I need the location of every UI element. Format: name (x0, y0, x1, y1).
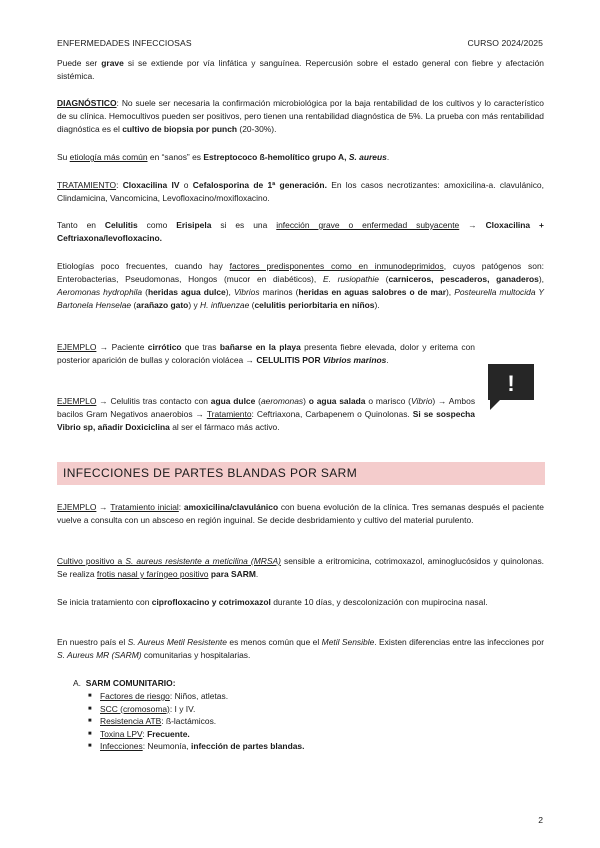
svg-text:!: ! (507, 371, 515, 396)
list-item: ■ Factores de riesgo: Niños, atletas. (88, 690, 304, 703)
treatment-label: TRATAMIENTO (57, 180, 117, 190)
paragraph-diagnosis: DIAGNÓSTICO: No suele ser necesaria la confirmación microbiológica por la baja rentabilidad de los cultivos y lo característico de su clínica. Hemocultivos pueden ser positivos, pero tienen una rentabilidad diagnóstica de 5%. La prueba con más rentabilidad diagnóstica es el cultivo de biopsia por punch (20-30%). (57, 98, 544, 134)
exclamation-speech-bubble-icon (486, 362, 536, 412)
list-heading: A. SARM COMUNITARIO: (73, 678, 176, 688)
list-item: ■ SCC (cromosoma): I y IV. (88, 703, 304, 716)
course-name: ENFERMEDADES INFECCIOSAS (57, 38, 192, 48)
example-label: EJEMPLO (57, 502, 97, 512)
paragraph-cellulitis-erysipelas: Tanto en Celulitis como Erisipela si es una infección grave o enfermedad subyacente → Cloxacilina + Ceftriaxona/levofloxacino. (57, 220, 544, 243)
example-label: EJEMPLO (57, 342, 97, 352)
paragraph-rare-etiologies: Etiologías poco frecuentes, cuando hay factores predisponentes como en inmunodeprimidos, cuyos patógenos son: Enterobacterias, Pseudomonas, Hongos (mucor en diabéticos), E. rusiopathie (carniceros, pescaderos, ganaderos), Aeromonas hydrophila (heridas agua dulce), Vibrios marinos (heridas en aguas salobres o de mar), Posteurella multocida Y Bartonela Henselae (arañazo gato) y H. influenzae (celulitis periorbitaria en niños). (57, 261, 545, 310)
list-item: ■ Toxina LPV: Frecuente. (88, 728, 304, 741)
paragraph-severity: Puede ser grave si se extiende por vía linfática y sanguínea. Repercusión sobre el estado general con fiebre y afectación sistémica. (57, 58, 544, 81)
paragraph-etiology: Su etiología más común en “sanos” es Estreptococo ß-hemolítico grupo A, S. aureus. (57, 152, 390, 162)
list-item: ■ Resistencia ATB: ß-lactámicos. (88, 715, 304, 728)
page-number: 2 (538, 815, 543, 825)
diagnosis-label: DIAGNÓSTICO (57, 98, 117, 108)
paragraph-treatment-start: Se inicia tratamiento con ciprofloxacino y cotrimoxazol durante 10 días, y descolonización con mupirocina nasal. (57, 597, 488, 607)
section-banner (57, 462, 545, 485)
paragraph-treatment: TRATAMIENTO: Cloxacilina IV o Cefalosporina de 1ª generación. En los casos necrotizantes: amoxicilina-a. clavulánico, Clindamicina, Vancomicina, Levofloxacino/moxifloxacino. (57, 180, 544, 203)
paragraph-example-vibrio: EJEMPLO → Paciente cirrótico que tras bañarse en la playa presenta fiebre elevada, dolor y eritema con posterior aparición de bullas y coloración violácea → CELULITIS POR Vibrios marinos. (57, 342, 475, 365)
paragraph-mrsa-culture: Cultivo positivo a S. aureus resistente a meticilina (MRSA) sensible a eritromicina, cotrimoxazol, aminoglucósidos y quinolonas. Se realiza frotis nasal y faríngeo positivo para SARM. (57, 556, 545, 579)
paragraph-example-aeromonas: EJEMPLO → Celulitis tras contacto con agua dulce (aeromonas) o agua salada o marisco (Vibrio) → Ambos bacilos Gram Negativos anaerobios → Tratamiento: Ceftriaxona, Carbapenem o Quinolonas. Si se sospecha Vibrio sp, añadir Doxiciclina al ser el fármaco más activo. (57, 396, 476, 432)
list-heading-text: SARM COMUNITARIO (85, 678, 173, 688)
paragraph-country-prevalence: En nuestro país el S. Aureus Metil Resistente es menos común que el Metil Sensible. Existen diferencias entre las infecciones por S. Aureus MR (SARM) comunitarias y hospitalarias. (57, 637, 545, 660)
sarm-community-list (88, 690, 304, 753)
course-year: CURSO 2024/2025 (467, 38, 543, 48)
list-item: ■ Infecciones: Neumonía, infección de partes blandas. (88, 740, 304, 753)
example-label: EJEMPLO (57, 396, 97, 406)
section-title: INFECCIONES DE PARTES BLANDAS POR SARM (63, 466, 358, 480)
paragraph-sarm-example: EJEMPLO → Tratamiento inicial: amoxicilina/clavulánico con buena evolución de la clínica. Tres semanas después el paciente vuelve a consulta con un absceso en región inguinal. Se decide desbridamiento y cultivo del material purulento. (57, 502, 544, 525)
